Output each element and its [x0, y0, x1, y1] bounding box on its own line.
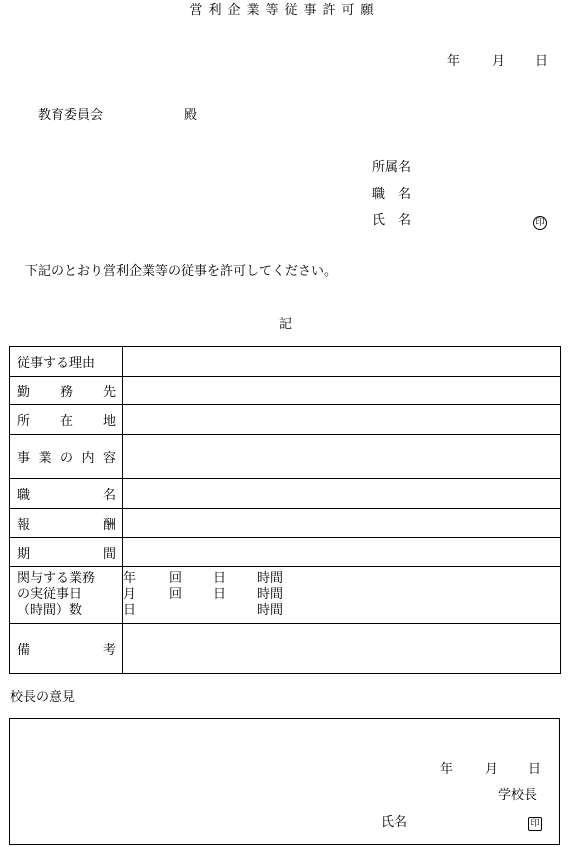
principal-seal-mark: 印: [528, 817, 542, 831]
reason-field[interactable]: [123, 347, 561, 377]
remarks-label: 備 考: [10, 624, 123, 674]
table-row-pay: [10, 509, 561, 538]
duties-row-day: 日 時間: [123, 603, 284, 618]
table-row-remarks: [10, 624, 561, 674]
addressee-org: 教育委員会: [38, 108, 104, 123]
name-label: 氏 名: [372, 213, 412, 228]
job-title-field[interactable]: [123, 479, 561, 509]
opinion-date-year: 年: [440, 762, 454, 777]
table-row-business: [10, 435, 561, 479]
opinion-date-month: 月: [485, 762, 499, 777]
addressee-honorific: 殿: [184, 108, 198, 123]
date-day: 日: [535, 54, 549, 69]
table-row-workplace: [10, 377, 561, 405]
application-table: [9, 346, 561, 674]
table-row-duties: [10, 567, 561, 624]
principal-title: 学校長: [498, 788, 538, 803]
duties-label: [10, 567, 123, 624]
period-field[interactable]: [123, 538, 561, 567]
duties-field[interactable]: [123, 567, 561, 624]
business-field[interactable]: [123, 435, 561, 479]
business-label: 事 業 の 内 容: [10, 435, 123, 479]
duties-row-month: 月 回 日 時間: [123, 587, 284, 602]
period-label: 期 間: [10, 538, 123, 567]
duties-label-line-2: の実従事日: [17, 587, 83, 602]
job-title-label: 職 名: [10, 479, 123, 509]
date-month: 月: [492, 54, 506, 69]
duties-label-line-3: （時間）数: [17, 603, 83, 618]
reason-label: [10, 347, 123, 377]
pay-field[interactable]: [123, 509, 561, 538]
pay-label: 報 酬: [10, 509, 123, 538]
table-row-period: [10, 538, 561, 567]
date-year: 年: [447, 54, 461, 69]
document-title: 営利企業等従事許可願: [189, 3, 380, 18]
position-label: 職 名: [372, 187, 412, 202]
principal-name-label: 氏名: [381, 815, 408, 830]
request-text: 下記のとおり営利企業等の従事を許可してください。: [25, 264, 338, 279]
principal-opinion-label: 校長の意見: [10, 690, 76, 705]
principal-seal-icon: [528, 815, 542, 831]
ki-heading: 記: [279, 317, 293, 332]
reason-label-text: 従事する理由: [17, 356, 96, 371]
workplace-label: 勤 務 先: [10, 377, 123, 405]
table-row-job-title: [10, 479, 561, 509]
location-label: 所 在 地: [10, 405, 123, 435]
affiliation-label: 所属名: [372, 160, 412, 175]
table-row-location: [10, 405, 561, 435]
opinion-date-day: 日: [528, 762, 542, 777]
remarks-field[interactable]: [123, 624, 561, 674]
duties-label-line-1: 関与する業務: [17, 571, 96, 586]
principal-opinion-box[interactable]: [9, 718, 560, 845]
workplace-field[interactable]: [123, 377, 561, 405]
table-row-reason: [10, 347, 561, 377]
duties-row-year: 年 回 日 時間: [123, 571, 284, 586]
applicant-seal-icon: [533, 214, 547, 230]
seal-mark: 印: [533, 216, 547, 230]
location-field[interactable]: [123, 405, 561, 435]
